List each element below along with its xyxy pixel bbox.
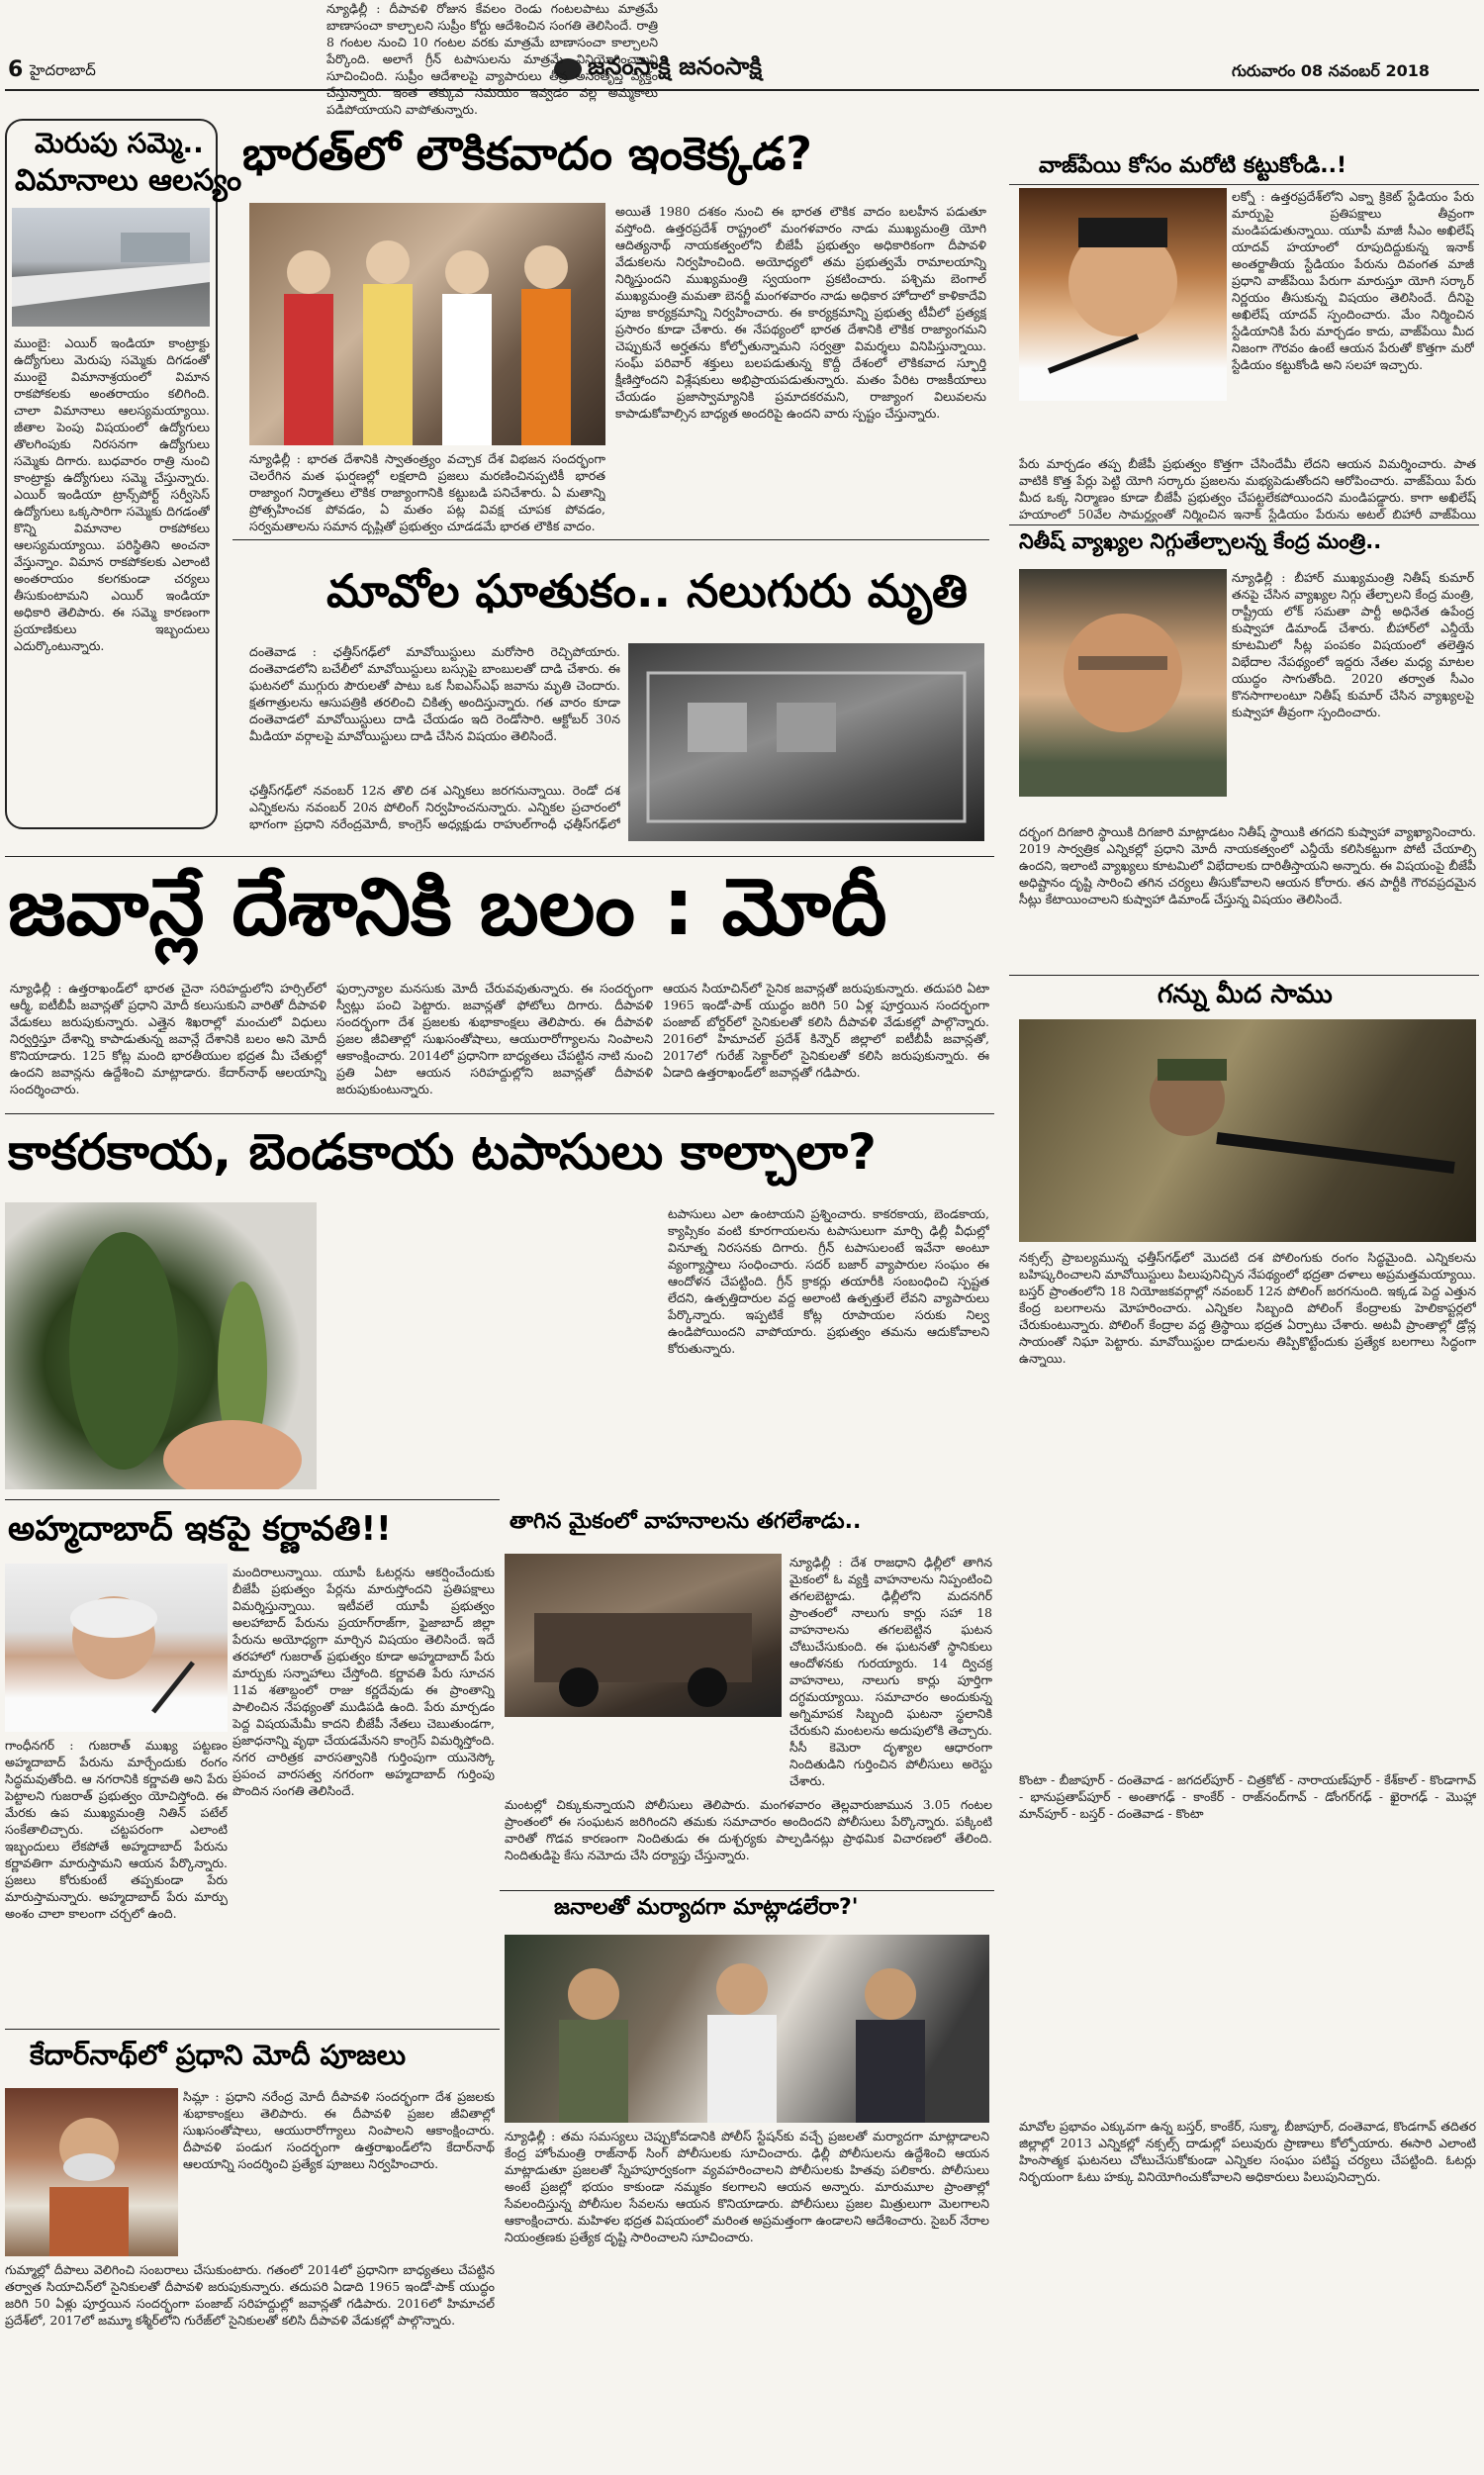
section-rule-1 [232, 539, 989, 540]
airport-kicker: మెరుపు సమ్మె.. [35, 127, 204, 159]
section-rule-2 [1009, 524, 1479, 525]
nitish-body: న్యూఢిల్లీ : బీహార్ ముఖ్యమంత్రి నితీష్ కుమార్ తనపై చేసిన వ్యాఖ్యల నిగ్గు తేల్చాలని కేంద్ర మంత్రి, రాష్ట్రీయ లోక్ సమతా పార్టీ అధినేత ఉపేంద్ర కుష్వాహా డిమాండ్ చేశారు. బీహార్‌లో ఎన్డీయే కూటమిలో సీట్ల పంపకం విషయంలో తలెత్తిన విభేదాల నేపథ్యంలో ఇద్దరు నేతల మధ్య మాటల యుద్ధం సాగుతోంది. 2020 తర్వాత సీఎం కొనసాగాలంటూ నితీష్ కుమార్ చేసిన వ్యాఖ్యలపై కుష్వాహా తీవ్రంగా స్పందించారు. [1232, 570, 1474, 719]
section-rule-6 [5, 1499, 500, 1500]
kedarnath-body: గుమ్మాల్లో దీపాలు వెలిగించి సంబరాలు చేసుకుంటారు. గతంలో 2014లో ప్రధానిగా బాధ్యతలు చేపట్టిన తర్వాత సియాచిన్‌లో సైనికులతో దీపావళి జరుపుకున్నారు. తదుపరి ఏడాది 1965 ఇండో-పాక్ యుద్ధం జరిగి 50 ఏళ్లు పూర్తయిన సందర్భంగా పంజాబ్ సరిహద్దుల్లో జవాన్లతో గడిపారు. 2016లో హిమాచల్ ప్రదేశ్‌లో, 2017లో జమ్మూ కశ్మీర్‌లోని గురేజ్‌లో సైనికులతో కలిసి దీపావళి వేడుకల్లో పాల్గొన్నారు. [5, 2262, 495, 2328]
section-rule-3 [5, 856, 994, 857]
section-rule-7 [500, 1890, 994, 1891]
masthead-rule [5, 89, 1479, 91]
drunk-photo [505, 1554, 782, 1717]
vajpayee-header [1009, 148, 1479, 185]
date-line: గురువారం 08 నవంబర్ 2018 [1232, 61, 1430, 80]
gun-body: నక్సల్స్ ప్రాబల్యమున్న ఛత్తీస్‌గఢ్‌లో మొదటి దశ పోలింగుకు రంగం సిద్ధమైంది. ఎన్నికలను బహిష్కరించాలని మావోయిస్టులు పిలుపునిచ్చిన నేపథ్యంలో భద్రతా దళాలు అప్రమత్తమయ్యాయి. బస్తర్ ప్రాంతంలోని 18 నియోజకవర్గాల్లో నవంబర్ 12న పోలింగ్ జరగనుంది. ఇక్కడ పెద్ద ఎత్తున కేంద్ర బలగాలను మోహరించారు. ఎన్నికల సిబ్బంది పోలింగ్ కేంద్రాలకు హెలికాప్టర్లలో చేరుకుంటున్నారు. పోలింగ్ కేంద్రాల వద్ద త్రిస్థాయి భద్రత ఏర్పాటు చేశారు. అటవీ ప్రాంతాల్లో డ్రోన్ల సాయంతో నిఘా పెట్టారు. మావోయిస్టుల దాడులను తిప్పికొట్టేందుకు ప్రత్యేక బలగాలు సిద్ధంగా ఉన్నాయి. [1019, 1250, 1476, 1366]
maoist-body-right: ఛత్తీస్‌గఢ్‌లో నవంబర్ 12న తొలి దశ ఎన్నికలు జరగనున్నాయి. రెండో దశ ఎన్నికలను నవంబర్ 20న పోలింగ్ నిర్వహించనున్నారు. ఎన్నికల ప్రచారంలో భాగంగా ప్రధాని నరేంద్రమోదీ, కాంగ్రెస్ అధ్యక్షుడు రాహుల్‌గాంధీ ఛత్తీస్‌గఢ్‌లో [249, 783, 620, 831]
drunk-title: తాగిన మైకంలో వాహనాలను తగలేశాడు.. [510, 1509, 862, 1534]
secularism-body-left: న్యూఢిల్లీ : భారత దేశానికి స్వాతంత్ర్యం వచ్చాక దేశ విభజన సందర్భంగా చెలరేగిన మత ఘర్షణల్లో లక్షలాది ప్రజలు మరణించినప్పటికీ భారత రాజ్యాంగ నిర్మాతలు లౌకిక రాజ్యాంగానికి కట్టుబడి పనిచేశారు. ఏ మతాన్ని ప్రోత్సహించక పోవడం, ఏ మతం పట్ల వివక్ష చూపక పోవడం, సర్వమతాలను సమాన దృష్టితో ప్రభుత్వం చూడడమే భారత లౌకిక వాదం. [249, 451, 605, 533]
drunk-body: న్యూఢిల్లీ : దేశ రాజధాని ఢిల్లీలో తాగిన మైకంలో ఓ వ్యక్తి వాహనాలను నిప్పంటించి తగలబెట్టాడు. ఢిల్లీలోని మదనగిర్ ప్రాంతంలో నాలుగు కార్లు సహా 18 వాహనాలను తగలబెట్టిన ఘటన చోటుచేసుకుంది. ఈ ఘటనతో స్థానికులు ఆందోళనకు గురయ్యారు. 14 ద్విచక్ర వాహనాలు, నాలుగు కార్లు పూర్తిగా దగ్ధమయ్యాయి. సమాచారం అందుకున్న అగ్నిమాపక సిబ్బంది ఘటనా స్థలానికి చేరుకుని మంటలను అదుపులోకి తెచ్చారు. సీసీ కెమెరా దృశ్యాల ఆధారంగా నిందితుడిని గుర్తించిన పోలీసులు అరెస్టు చేశారు. [789, 1555, 992, 1788]
crackers-title: కాకరకాయ, బెండకాయ టపాసులు కాల్చాలా? [8, 1123, 877, 1181]
maoist-photo [628, 643, 984, 841]
crackers-col1: న్యూఢిల్లీ : దీపావళి రోజున కేవలం రెండు గంటలపాటు మాత్రమే బాణాసంచా కాల్చాలని సుప్రీం కోర్టు ఆదేశించిన సంగతి తెలిసిందే. రాత్రి 8 గంటల నుంచి 10 గంటల వరకు మాత్రమే బాణాసంచా కాల్చాలని పేర్కొంది. అలాగే గ్రీన్ టపాసులను మాత్రమే వినియోగించాలని సూచించింది. సుప్రీం ఆదేశాలపై వ్యాపారులు తీవ్ర అసంతృప్తి వ్యక్తం చేస్తున్నారు. ఇంత తక్కువ సమయం ఇవ్వడం వల్ల అమ్మకాలు పడిపోయాయని వాపోతున్నారు. [326, 1, 658, 117]
vajpayee-body: లక్నో : ఉత్తరప్రదేశ్‌లోని ఎక్నా క్రికెట్ స్టేడియం పేరు మార్పుపై ప్రతిపక్షాలు తీవ్రంగా మండిపడుతున్నాయి. యూపీ మాజీ సీఎం అఖిలేష్ యాదవ్ హయాంలో రూపుదిద్దుకున్న ఇనాక్ అంతర్జాతీయ స్టేడియం పేరును దివంగత మాజీ ప్రధాని వాజ్‌పేయి పేరుగా మారుస్తూ యోగి సర్కార్ నిర్ణయం తీసుకున్న విషయం తెలిసిందే. దీనిపై అఖిలేష్ యాదవ్ స్పందించారు. మేం నిర్మించిన స్టేడియానికి పేరు మార్చడం కాదు, వాజ్‌పేయి మీద నిజంగా గౌరవం ఉంటే ఆయన పేరుతో కొత్తగా మరో స్టేడియం కట్టుకోండి అని సలహా ఇచ్చారు. [1232, 189, 1474, 372]
nitish-title: నితీష్ వ్యాఖ్యల నిగ్గుతేల్చాలన్న కేంద్ర మంత్రి.. [1019, 529, 1382, 553]
airport-photo [12, 208, 210, 327]
modi-jawans-title: జవాన్లే దేశానికి బలం : మోదీ [8, 861, 887, 953]
vajpayee-photo [1019, 188, 1227, 401]
modi-jawans-col1: న్యూఢిల్లీ : ఉత్తరాఖండ్‌లో భారత చైనా సరిహద్దులోని హర్సిల్‌లో ఆర్మీ, ఐటీబీపీ జవాన్లతో ప్రధాని మోదీ కలుసుకుని వారితో దీపావళి వేడుకలు జరుపుకున్నారు. ఎత్తైన శిఖరాల్లో మంచులో విధులు నిర్వర్తిస్తూ దేశాన్ని కాపాడుతున్న జవాన్లే దేశానికి బలం అని మోదీ కొనియాడారు. 125 కోట్ల మంది భారతీయుల భద్రత మీ చేతుల్లో ఉందని జవాన్లను ఉద్దేశించి మాట్లాడారు. కేదార్‌నాథ్ ఆలయాన్ని సందర్శించారు. [10, 981, 326, 1096]
maoist-title: మావోల ఘాతుకం.. నలుగురు మృతి [326, 564, 968, 618]
politician-portrait-icon [1019, 569, 1227, 797]
soldier-rifle-icon [1019, 1019, 1476, 1242]
kedarnath-caption: సిమ్లా : ప్రధాని నరేంద్ర మోదీ దీపావళి సందర్భంగా దేశ ప్రజలకు శుభాకాంక్షలు తెలిపారు. ఈ దీపావళి ప్రజల జీవితాల్లో సుఖసంతోషాలు, ఆయురారోగ్యాలు నింపాలని ఆకాంక్షించారు. దీపావళి పండుగ సందర్భంగా ఉత్తరాఖండ్‌లోని కేదార్‌నాథ్ ఆలయాన్ని సందర్శించి ప్రత్యేక పూజలు నిర్వహించారు. [183, 2089, 495, 2171]
city-label: హైదరాబాద్ [30, 61, 96, 79]
crackers-col2: టపాసులు ఎలా ఉంటాయని ప్రశ్నించారు. కాకరకాయ, బెండకాయ, క్యాప్సికం వంటి కూరగాయలను టపాసులుగా మార్చి ఢిల్లీ వీధుల్లో వినూత్న నిరసనకు దిగారు. గ్రీన్ టపాసులంటే ఇవేనా అంటూ వ్యంగ్యాస్త్రాలు సంధించారు. సదర్ బజార్ వ్యాపారుల సంఘం ఈ ఆందోళన చేపట్టింది. గ్రీన్ క్రాకర్లు తయారీకి సంబంధించి స్పష్టత లేదని, ఉత్పత్తిదారుల వద్ద అలాంటి ఉత్పత్తులే లేవని వ్యాపారులు పేర్కొన్నారు. ఇప్పటికే కోట్ల రూపాయల సరుకు నిల్వ ఉండిపోయిందని వాపోయారు. ప్రభుత్వం తమను ఆదుకోవాలని కోరుతున్నారు. [668, 1206, 989, 1356]
kedarnath-photo [5, 2088, 178, 2256]
bus-wreck-icon [628, 643, 984, 841]
rajnath-body: న్యూఢిల్లీ : తమ సమస్యలు చెప్పుకోవడానికి పోలీస్ స్టేషన్‌కు వచ్చే ప్రజలతో మర్యాదగా మాట్లాడాలని కేంద్ర హోంమంత్రి రాజ్‌నాథ్ సింగ్ పోలీసులకు సూచించారు. ఢిల్లీ పోలీసులను ఉద్దేశించి ఆయన మాట్లాడుతూ ప్రజలతో స్నేహపూర్వకంగా వ్యవహరించాలని పోలీసులకు హితవు పలికారు. పోలీసులు అంటే ప్రజల్లో భయం కాకుండా నమ్మకం కలగాలని ఆయన అన్నారు. మారుమూల ప్రాంతాల్లో సేవలందిస్తున్న పోలీసుల సేవలను ఆయన కొనియాడారు. పోలీసులు ప్రజల మిత్రులుగా మెలగాలని ఆకాంక్షించారు. మహిళల భద్రత విషయంలో మరింత అప్రమత్తంగా ఉండాలని ఆదేశించారు. సైబర్ నేరాల నియంత్రణకు ప్రత్యేక దృష్టి సారించాలని సూచించారు. [505, 2129, 989, 2244]
ahmedabad-photo [5, 1564, 228, 1732]
drunk-body-wide: మంటల్లో చిక్కుకున్నాయని పోలీసులు తెలిపారు. మంగళవారం తెల్లవారుజామున 3.05 గంటల ప్రాంతంలో ఈ సంఘటన జరిగిందని తమకు సమాచారం అందిందని పోలీసులు పేర్కొన్నారు. పక్కింటి వారితో గొడవ కారణంగా నిందితుడు ఈ దుశ్చర్యకు పాల్పడినట్లు ప్రాథమిక విచారణలో తేలింది. నిందితుడిపై కేసు నమోదు చేసి దర్యాప్తు చేస్తున్నారు. [505, 1797, 992, 1862]
modi-prayer-icon [5, 2088, 178, 2256]
gun-title: గన్ను మీద సాము [1158, 980, 1333, 1009]
gun-footer: మావోల ప్రభావం ఎక్కువగా ఉన్న బస్తర్, కాంకేర్, సుక్మా, బీజాపూర్, దంతెవాడ, కొండగావ్ తదితర జిల్లాల్లో 2013 ఎన్నికల్లో నక్సల్స్ దాడుల్లో పలువురు ప్రాణాలు కోల్పోయారు. ఈసారి ఎలాంటి హింసాత్మక ఘటనలు చోటుచేసుకోకుండా ఎన్నికల సంఘం పటిష్ట చర్యలు చేపట్టింది. ఓటర్లు నిర్భయంగా ఓటు హక్కు వినియోగించుకోవాలని అధికారులు పిలుపునిచ్చారు. [1019, 2119, 1476, 2184]
paper-name: జనంసాక్షి జనంసాక్షి [588, 52, 763, 80]
minister-portrait-icon [5, 1564, 228, 1732]
section-rule-8 [5, 2029, 500, 2030]
officials-group-icon [505, 1935, 989, 2123]
speaker-microphone-icon [1019, 188, 1227, 401]
crackers-photo [5, 1202, 317, 1489]
ahmedabad-caption: గాంధీనగర్ : గుజరాత్ ముఖ్య పట్టణం అహ్మదాబాద్ పేరును మార్చేందుకు రంగం సిద్ధమవుతోంది. ఆ నగరానికి కర్ణావతి అని పేరు పెట్టాలని గుజరాత్ ప్రభుత్వం యోచిస్తోంది. ఈ మేరకు ఉప ముఖ్యమంత్రి నితిన్ పటేల్ సంకేతాలిచ్చారు. చట్టపరంగా ఎలాంటి ఇబ్బందులు లేకపోతే అహ్మదాబాద్ పేరును కర్ణావతిగా మారుస్తామని ఆయన పేర్కొన్నారు. ప్రజలు కోరుకుంటే తప్పకుండా పేరు మారుస్తామన్నారు. అహ్మదాబాద్ పేరు మార్పు అంశం చాలా కాలంగా చర్చలో ఉంది. [5, 1738, 228, 1921]
vegetable-hand-icon [5, 1202, 317, 1489]
gun-list: కొంటా - బీజాపూర్ - దంతెవాడ - జగదల్‌పూర్ - చిత్రకోట్ - నారాయణ్‌పూర్ - కేశ్‌కాల్ - కొండాగావ్ - భానుప్రతాప్‌పూర్ - అంతాగఢ్ - కాంకేర్ - రాజ్‌నంద్‌గావ్ - డోంగర్‌గఢ్ - ఖైరాగఢ్ - మొహ్లా మాన్‌పూర్ - బస్తర్ - దంతెవాడ - కొంటా [1019, 1772, 1476, 1821]
modi-jawans-col2: ఫుర్సాన్యాల మనసుకు మోదీ చేరువవుతున్నారు. ఈ సందర్భంగా స్వీట్లు పంచి పెట్టారు. జవాన్లతో ఫోటోలు దిగారు. దీపావళి సందర్భంగా దేశ ప్రజలకు శుభాకాంక్షలు తెలిపారు. ఈ దీపావళి ప్రజల జీవితాల్లో సుఖసంతోషాలు, ఆయురారోగ్యాలను నింపాలని ఆకాంక్షించారు. 2014లో ప్రధానిగా బాధ్యతలు చేపట్టిన నాటి నుంచి ప్రతి ఏటా ఆయన సరిహద్దుల్లోని జవాన్లతో దీపావళి జరుపుకుంటున్నారు. [336, 981, 653, 1096]
burnt-car-icon [505, 1554, 782, 1717]
airport-title: విమానాలు ఆలస్యం [15, 163, 242, 198]
gun-photo [1019, 1019, 1476, 1242]
nitish-body-wide: దర్భంగ దిగజారి స్థాయికి దిగజారి మాట్లాడటం నితీష్ స్థాయికి తగదని కుష్వాహా వ్యాఖ్యానించారు. 2019 సార్వత్రిక ఎన్నికల్లో ప్రధాని మోదీ నాయకత్వంలో ఎన్డీయే కలిసికట్టుగా పోటీ చేయాల్సి ఉందని, ఇలాంటి వ్యాఖ్యలు కూటమిలో విభేదాలకు దారితీస్తాయని అన్నారు. ఈ విషయంపై బీజేపీ అధిష్టానం దృష్టి సారించి తగిన చర్యలు తీసుకోవాలని ఆయన కోరారు. తన పార్టీకి గౌరవప్రదమైన సీట్లు కేటాయించాలని కుష్వాహా డిమాండ్ చేస్తున్న విషయం తెలిసిందే. [1019, 824, 1476, 906]
section-rule-4 [5, 1113, 994, 1114]
airplane-wing-icon [12, 208, 210, 327]
rajnath-title: జనాలతో మర్యాదగా మాట్లాడలేరా?' [554, 1895, 859, 1920]
modi-jawans-col3: ఆయన సియాచిన్‌లో సైనిక జవాన్లతో జరుపుకున్నారు. తదుపరి ఏటా 1965 ఇండో-పాక్ యుద్ధం జరిగి 50 ఏళ్ల పూర్తయిన సందర్భంగా పంజాబ్ బోర్డర్‌లో సైనికులతో కలిసి దీపావళి వేడుకల్లో పాల్గొన్నారు. 2016లో హిమాచల్ ప్రదేశ్ కిన్నౌర్ జిల్లాలో ఐటీబీపీ జవాన్లతో, 2017లో గురేజ్ సెక్టార్‌లో సైనికులతో కలిసి జరుపుకున్నారు. ఈ ఏడాది ఉత్తరాఖండ్‌లో జవాన్లతో గడిపారు. [663, 981, 989, 1080]
page-number: 6 [8, 57, 24, 82]
vajpayee-body-wide: పేరు మార్చడం తప్ప బీజేపీ ప్రభుత్వం కొత్తగా చేసిందేమీ లేదని ఆయన విమర్శించారు. పాత వాటికి కొత్త పేర్లు పెట్టి యోగి సర్కారు ప్రజలను మభ్యపెడుతోందని ఆరోపించారు. వాజ్‌పేయి పేరు మీద ఒక్క నిర్మాణం కూడా బీజేపీ ప్రభుత్వం చేపట్టలేకపోయిందని మండిపడ్డారు. కాగా అఖిలేష్ హయాంలో 50వేల సామర్థ్యంతో నిర్మించిన ఇనాక్ స్టేడియం పేరును అటల్ బిహారీ వాజ్‌పేయి [1019, 456, 1476, 522]
kedarnath-title: కేదార్‌నాథ్‌లో ప్రధాని మోదీ పూజలు [30, 2039, 407, 2071]
maoist-body-left: దంతెవాడ : ఛత్తీస్‌గఢ్‌లో మావోయిస్టులు మరోసారి రెచ్చిపోయారు. దంతెవాడలోని బచేలీలో మావోయిస్టులు బస్సుపై బాంబులతో దాడి చేశారు. ఈ ఘటనలో ముగ్గురు పౌరులతో పాటు ఒక సీఐఎస్ఎఫ్ జవాను మృతి చెందారు. క్షతగాత్రులను ఆసుపత్రికి తరలించి చికిత్స అందిస్తున్నారు. గత వారం కూడా దంతెవాడలో మావోయిస్టులు దాడి చేయడం ఇది రెండోసారి. ఆక్టోబర్ 30న మీడియా వర్గాలపై మావోయిస్టులు దాడి చేసిన విషయం తెలిసిందే. [249, 644, 620, 743]
secularism-title: భారత్‌లో లౌకికవాదం ఇంకెక్కడ? [242, 127, 812, 180]
rajnath-photo [505, 1935, 989, 2123]
airport-body: ముంబై: ఎయిర్ ఇండియా కాంట్రాక్టు ఉద్యోగులు మెరుపు సమ్మెకు దిగడంతో ముంబై విమానాశ్రయంలో విమాన రాకపోకలకు అంతరాయం కలిగింది. చాలా విమానాలు ఆలస్యమయ్యాయి. జీతాల పెంపు విషయంలో ఉద్యోగులు తొలగింపుకు నిరసనగా ఉద్యోగులు సమ్మెకు దిగారు. బుధవారం రాత్రి నుంచి కాంట్రాక్టు ఉద్యోగులు సమ్మె చేస్తున్నారు. ఎయిర్ ఇండియా ట్రాన్స్‌పోర్ట్ సర్వీసెస్ ఉద్యోగులు ఒక్కసారిగా సమ్మెకు దిగడంతో కొన్ని విమానాల రాకపోకలు ఆలస్యమయ్యాయి. పరిస్థితిని అంచనా వేస్తున్నాం. విమాన రాకపోకలకు ఎలాంటి అంతరాయం కలగకుండా చర్యలు తీసుకుంటామని ఎయిర్ ఇండియా అధికారి తెలిపారు. ఈ సమ్మె కారణంగా ప్రయాణికులు ఇబ్బందులు ఎదుర్కొంటున్నారు. [14, 335, 210, 653]
nitish-photo [1019, 569, 1227, 797]
ahmedabad-body: మందిరాలున్నాయి. యూపీ ఓటర్లను ఆకర్షించేందుకు బీజేపీ ప్రభుత్వం పేర్లను మారుస్తోందని ప్రతిపక్షాలు విమర్శిస్తున్నాయి. ఇటీవలే యూపీ ప్రభుత్వం అలహాబాద్ పేరును ప్రయాగ్‌రాజ్‌గా, ఫైజాబాద్ జిల్లా పేరును అయోధ్యగా మార్చిన విషయం తెలిసిందే. ఇదే తరహాలో గుజరాత్ ప్రభుత్వం కూడా అహ్మదాబాద్ పేరు మార్పుకు సన్నాహాలు చేస్తోంది. కర్ణావతి పేరు సూచన 11వ శతాబ్దంలో రాజు కర్ణదేవుడు ఈ ప్రాంతాన్ని పాలించిన నేపథ్యంతో ముడిపడి ఉంది. పేరు మార్చడం పెద్ద విషయమేమీ కాదని బీజేపీ నేతలు చెబుతుండగా, ప్రజాధనాన్ని వృథా చేయడమేనని కాంగ్రెస్ విమర్శిస్తోంది. నగర చారిత్రక వారసత్వానికి గుర్తింపుగా యునెస్కో ప్రపంచ వారసత్వ నగరంగా అహ్మదాబాద్ గుర్తింపు పొందిన సంగతి తెలిసిందే. [232, 1565, 495, 1798]
vajpayee-title: వాజ్‌పేయి కోసం మరోటి కట్టుకోండి..! [1039, 153, 1346, 178]
ahmedabad-title: అహ్మదాబాద్ ఇకపై కర్ణావతి!! [8, 1509, 392, 1549]
section-rule-5 [1009, 975, 1479, 976]
secularism-body-right: అయితే 1980 దశకం నుంచి ఈ భారత లౌకిక వాదం బలహీన పడుతూ వస్తోంది. ఉత్తరప్రదేశ్ రాష్ట్రంలో మంగళవారం నాడు ముఖ్యమంత్రి యోగి ఆదిత్యనాథ్ నాయకత్వంలోని బీజేపీ ప్రభుత్వం అధికారికంగా దీపావళి వేడుకలను నిర్వహించింది. అయోధ్యలో తమ ప్రభుత్వమే రామాలయాన్ని నిర్మిస్తుందని ముఖ్యమంత్రి స్వయంగా ప్రకటించారు. పశ్చిమ బెంగాల్ ముఖ్యమంత్రి మమతా బెనర్జీ మంగళవారం నాడు అధికార హోదాలో కాళికాదేవి పూజ కార్యక్రమాన్ని నిర్వహించారు. ఈ కార్యక్రమాన్ని ప్రభుత్వ టీవీలో ప్రత్యక్ష ప్రసారం కూడా చేశారు. ఈ నేపథ్యంలో భారత దేశానికి లౌకిక రాజ్యాంగమని చెప్పుకునే అర్హతను కోల్పోతున్నామని సర్వత్రా విమర్శలు వినిపిస్తున్నాయి. సంఘ్ పరివార్ శక్తులు బలపడుతున్న కొద్దీ దేశంలో లౌకికవాద స్ఫూర్తి క్షీణిస్తోందని విశ్లేషకులు అభిప్రాయపడుతున్నారు. మతం పేరిట రాజకీయాలు చేయడం ప్రజాస్వామ్యానికి ప్రమాదకరమని, రాజ్యాంగ విలువలను కాపాడుకోవాల్సిన బాధ్యత అందరిపై ఉందని వారు స్పష్టం చేస్తున్నారు. [615, 204, 986, 421]
